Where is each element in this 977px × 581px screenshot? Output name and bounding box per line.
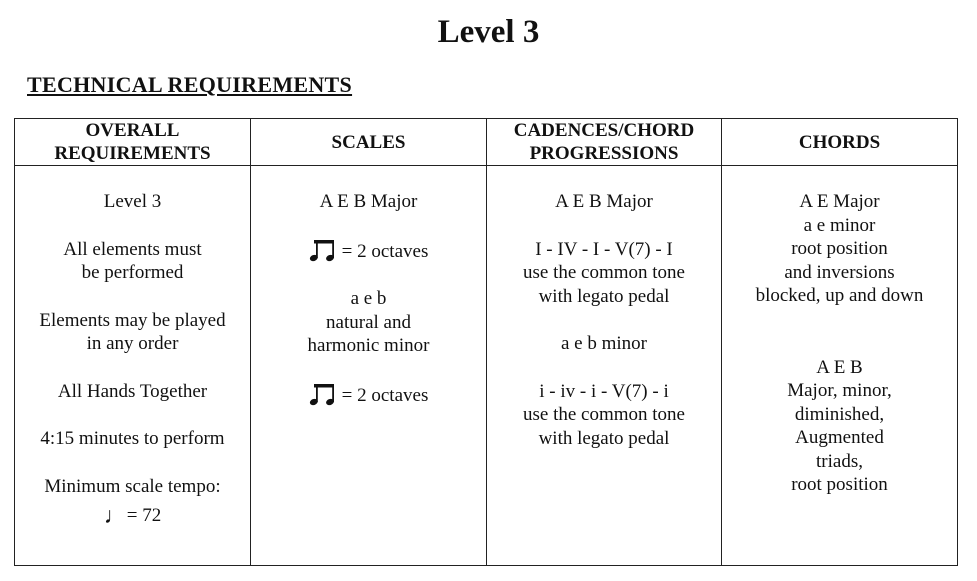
scales-cell xyxy=(251,166,487,566)
overall-tempo-label: Minimum scale tempo: xyxy=(44,475,221,497)
chords-position-3: blocked, up and down xyxy=(755,285,924,306)
chords-position-2: and inversions xyxy=(784,261,895,283)
scales-minor-2: harmonic minor xyxy=(307,335,430,356)
overall-order-1: Elements may be played xyxy=(39,309,226,331)
chords-major: A E Major xyxy=(799,191,880,212)
column-header-cadences-line2: PROGRESSIONS xyxy=(529,143,679,164)
chords-triad-keys: A E B xyxy=(816,356,863,378)
overall-hands: All Hands Together xyxy=(57,380,208,402)
requirements-table xyxy=(14,118,958,566)
column-header-chords-label: CHORDS xyxy=(798,131,881,153)
column-header-chords xyxy=(722,119,958,166)
chords-minor: a e minor xyxy=(803,214,876,236)
scales-minor-octaves: = 2 octaves xyxy=(341,384,429,406)
cadences-minor-tone-2: with legato pedal xyxy=(538,427,670,449)
section-heading: TECHNICAL REQUIREMENTS xyxy=(27,72,353,97)
overall-time: 4:15 minutes to perform xyxy=(40,428,225,449)
cadences-major: A E B Major xyxy=(555,191,653,212)
chords-position-1: root position xyxy=(791,238,888,259)
chords-triad-3: Augmented xyxy=(795,427,884,448)
eighth-note-pair-icon xyxy=(309,238,339,262)
column-header-overall-line2: REQUIREMENTS xyxy=(54,143,211,164)
chords-triad-5: root position xyxy=(791,474,888,495)
chords-triad-2: diminished, xyxy=(794,403,885,425)
scales-minor-1: natural and xyxy=(326,311,411,333)
scales-major-octaves: = 2 octaves xyxy=(341,240,429,262)
column-header-cadences-line1: CADENCES/CHORD xyxy=(513,120,695,141)
column-header-scales-label: SCALES xyxy=(331,131,406,153)
overall-order-2: in any order xyxy=(86,333,179,354)
cadences-major-tone-2: with legato pedal xyxy=(538,285,670,307)
chords-cell xyxy=(722,166,958,566)
column-header-scales xyxy=(251,119,487,166)
overall-level: Level 3 xyxy=(103,191,162,212)
cadences-major-progression: I - IV - I - V(7) - I xyxy=(535,238,673,260)
cadences-minor: a e b minor xyxy=(560,333,647,354)
chords-triad-1: Major, minor, xyxy=(787,380,892,401)
scales-minor-keys: a e b xyxy=(350,288,387,309)
content-row xyxy=(15,166,958,566)
overall-all-elements-1: All elements must xyxy=(63,238,202,260)
cadences-minor-progression: i - iv - i - V(7) - i xyxy=(539,380,669,402)
overall-all-elements-2: be performed xyxy=(81,262,184,283)
cadences-major-tone-1: use the common tone xyxy=(523,262,685,283)
cadences-minor-tone-1: use the common tone xyxy=(523,404,685,425)
overall-tempo-value: = 72 xyxy=(126,505,162,526)
overall-cell xyxy=(15,166,251,566)
quarter-note-icon: ♩ xyxy=(103,503,127,528)
chords-triad-4: triads, xyxy=(816,450,863,472)
scales-major-octaves-line xyxy=(255,238,482,264)
page-title: Level 3 xyxy=(437,14,540,50)
cadences-cell xyxy=(487,166,722,566)
eighth-note-pair-icon xyxy=(309,382,339,406)
header-row xyxy=(15,119,958,166)
column-header-overall-line1: OVERALL xyxy=(85,120,180,141)
scales-minor-octaves-line xyxy=(255,382,482,408)
column-header-cadences xyxy=(487,119,722,166)
scales-major: A E B Major xyxy=(319,191,418,212)
overall-tempo xyxy=(19,504,246,528)
column-header-overall xyxy=(15,119,251,166)
